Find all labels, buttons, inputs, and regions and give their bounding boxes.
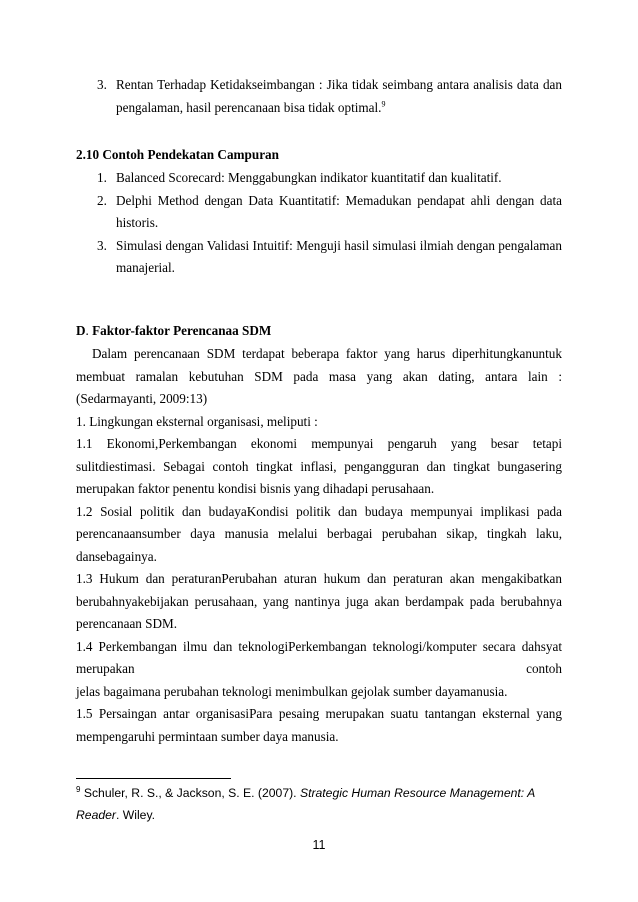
list-text: Delphi Method dengan Data Kuantitatif: Memadukan pendapat ahli dengan data historis. [116, 192, 562, 230]
intro-paragraph: Dalam perencanaan SDM terdapat beberapa faktor yang harus diperhitungkanuntuk membuat ramalan kebutuhan SDM pada masa yang akan dating, antara lain : (Sedarmayanti, 2009:13) [76, 346, 562, 406]
list-item [97, 235, 562, 280]
paragraph-1-3: 1.3 Hukum dan peraturanPerubahan aturan hukum dan peraturan akan mengakibatkan berubahnyakebijakan perusahaan, yang nantinya juga akan berdampak pada berubahnya perencanaan SDM. [76, 571, 562, 631]
section-heading-d [76, 320, 562, 343]
footnote-number: 9 [76, 784, 81, 794]
list-2-10 [97, 167, 562, 280]
paragraph-1-5: 1.5 Persaingan antar organisasiPara pesaing merupakan suatu tantangan eksternal yang mempengaruhi permintaan sumber daya manusia. [76, 706, 562, 744]
paragraph-1-2: 1.2 Sosial politik dan budayaKondisi politik dan budaya mempunyai implikasi pada perencanaansumber daya manusia melalui berbagai perubahan sikap, tingkah laku, dansebagainya. [76, 503, 562, 564]
paragraph-1-4-line-3: jelas bagaimana perubahan teknologi menimbulkan gejolak sumber dayamanusia. [76, 683, 508, 699]
footnote-ref[interactable]: 9 [381, 99, 386, 109]
heading-letter: D [76, 323, 86, 338]
list-top [97, 74, 562, 119]
list-text: Simulasi dengan Validasi Intuitif: Menguji hasil simulasi ilmiah dengan pengalaman manajerial. [116, 237, 562, 275]
paragraph-1-4-line-2: merupakan contoh [76, 661, 562, 676]
paragraph-1-1: 1.1 Ekonomi,Perkembangan ekonomi mempunyai pengaruh yang besar tetapi sulitdiestimasi. Sebagai contoh tingkat inflasi, pengangguran dan tingkat bungasering merupakan faktor penentu kondisi bisnis yang dihadapi perusahaan. [76, 436, 562, 496]
list-number: 2. [97, 192, 107, 208]
list-text: Balanced Scorecard: Menggabungkan indikator kuantitatif dan kualitatif. [116, 170, 502, 185]
list-number: 1. [97, 170, 107, 185]
list-item [97, 190, 562, 235]
list-item [97, 167, 562, 190]
page-number: 11 [312, 838, 326, 852]
heading-sep: . [85, 323, 89, 338]
list-number: 3. [97, 77, 107, 92]
paragraph-1-4-line-1: 1.4 Perkembangan ilmu dan teknologiPerkembangan teknologi/komputer secara dahsyat [76, 638, 562, 654]
footnote-title: Strategic Human Resource Management: A Reader [76, 786, 535, 822]
paragraph-1: 1. Lingkungan eksternal organisasi, meliputi : [76, 413, 318, 429]
footnote [76, 782, 562, 826]
footnote-rest: . Wiley. [115, 808, 156, 822]
heading-text: Faktor-faktor Perencanaa SDM [88, 323, 272, 338]
section-d-body [76, 343, 562, 748]
footnote-authors: Schuler, R. S., & Jackson, S. E. (2007). [80, 786, 300, 800]
list-number: 3. [97, 237, 107, 253]
footnote-separator [76, 778, 231, 779]
list-item [97, 74, 562, 119]
list-text: Rentan Terhadap Ketidakseimbangan : Jika tidak seimbang antara analisis data dan pengalaman, hasil perencanaan bisa tidak optimal. [116, 77, 562, 115]
section-heading-2-10: 2.10 Contoh Pendekatan Campuran [76, 147, 279, 162]
